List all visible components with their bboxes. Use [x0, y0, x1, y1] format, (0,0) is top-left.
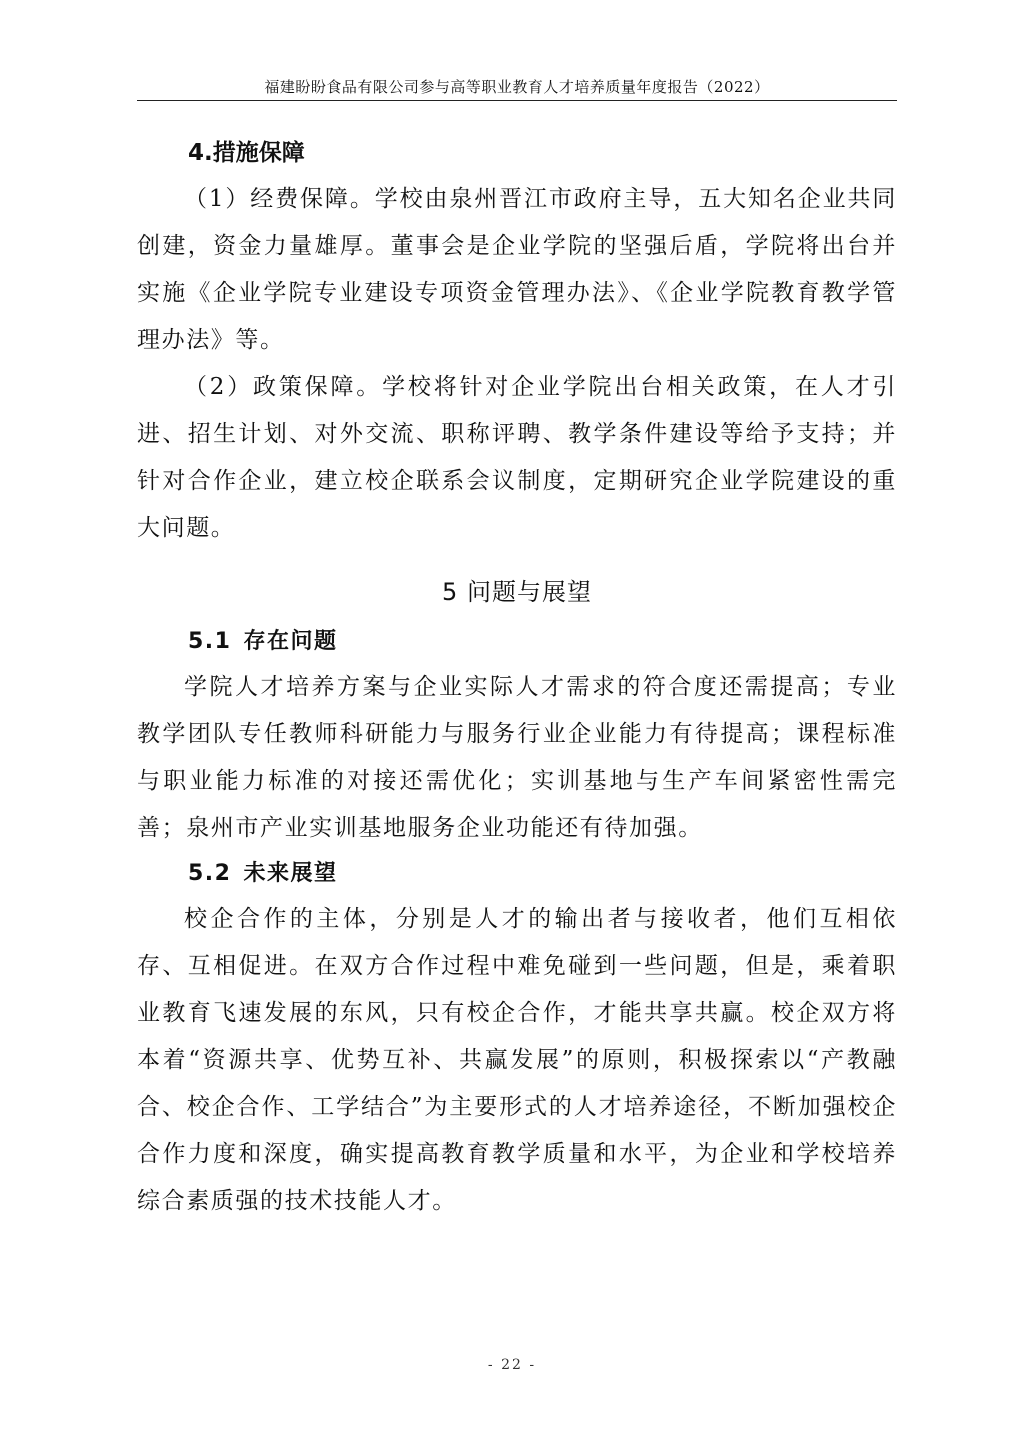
outlook-paragraph: 校企合作的主体，分别是人才的输出者与接收者，他们互相依存、互相促进。在双方合作过程中难免碰到一些问题，但是，乘着职业教育飞速发展的东风，只有校企合作，才能共享共赢。校企双方将本着“资源共享、优势互补、共赢发展”的原则，积极探索以“产教融合、校企合作、工学结合”为主要形式的人才培养途径，不断加强校企合作力度和深度，确实提高教育教学质量和水平，为企业和学校培养综合素质强的技术技能人才。: [137, 906, 897, 1214]
page-number: - 22 -: [487, 1357, 537, 1373]
funding-paragraph: （1）经费保障。学校由泉州晋江市政府主导，五大知名企业共同创建，资金力量雄厚。董事会是企业学院的坚强后盾，学院将出台并实施《企业学院专业建设专项资金管理办法》、《企业学院教育教学管理办法》等。: [137, 186, 897, 353]
subsection-5-2-heading: [137, 852, 897, 896]
section-4-heading: 4.措施保障: [188, 140, 305, 166]
document-body: [137, 130, 897, 1225]
subsection-5-1-heading: [137, 620, 897, 664]
subsection-5-1-title: 存在问题: [243, 629, 338, 654]
page-header: [137, 70, 897, 101]
section-5-number: 5: [442, 578, 459, 606]
subsection-5-1-number: 5.1: [188, 629, 232, 654]
section-5-title: 问题与展望: [466, 578, 592, 606]
subsection-5-2-title: 未来展望: [243, 861, 338, 886]
policy-paragraph: （2）政策保障。学校将针对企业学院出台相关政策，在人才引进、招生计划、对外交流、职称评聘、教学条件建设等给予支持；并针对合作企业，建立校企联系会议制度，定期研究企业学院建设的重大问题。: [137, 374, 897, 541]
subsection-5-2-number: 5.2: [188, 861, 232, 886]
section-5-heading: [137, 564, 897, 620]
header-title: 福建盼盼食品有限公司参与高等职业教育人才培养质量年度报告（2022）: [264, 78, 770, 96]
problems-paragraph: 学院人才培养方案与企业实际人才需求的符合度还需提高；专业教学团队专任教师科研能力与服务行业企业能力有待提高；课程标准与职业能力标准的对接还需优化；实训基地与生产车间紧密性需完善；泉州市产业实训基地服务企业功能还有待加强。: [137, 674, 897, 841]
